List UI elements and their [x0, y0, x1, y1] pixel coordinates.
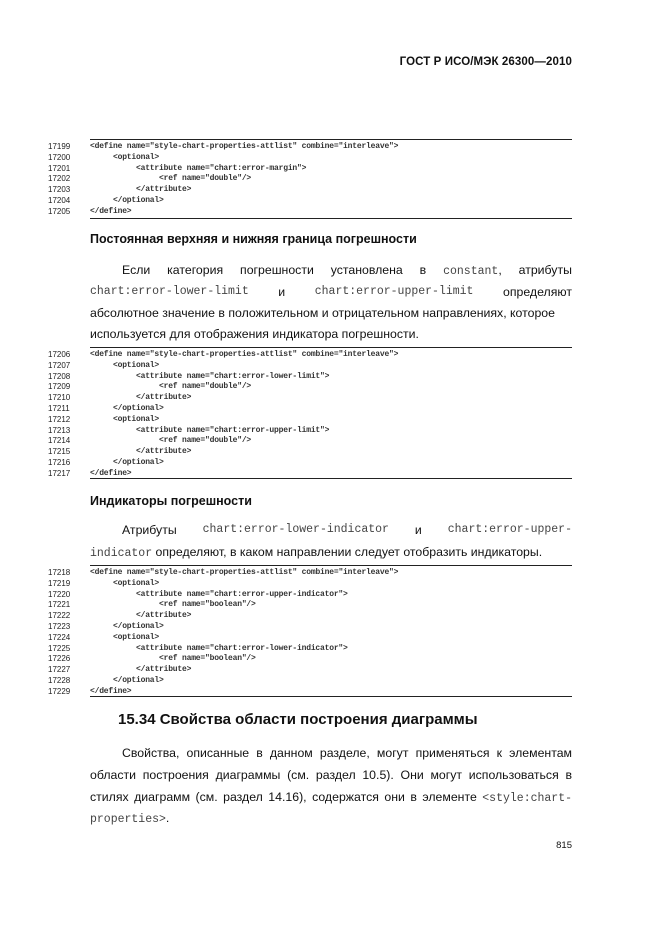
para1-word: погрешности: [240, 263, 314, 277]
para1-word: Если: [122, 263, 151, 277]
code-text: </attribute>: [136, 393, 192, 403]
line-number: 17226: [48, 654, 71, 664]
code-line: [48, 644, 572, 655]
paragraph-1-line-2: [90, 285, 572, 299]
code-line: [48, 579, 572, 590]
code-error-lower-indicator: chart:error-lower-indicator: [202, 523, 389, 536]
code-text: </define>: [90, 206, 132, 216]
code-line: [48, 207, 572, 218]
line-number: 17218: [48, 568, 71, 577]
code-block-2-top-rule: [90, 347, 572, 348]
line-number: 17215: [48, 447, 71, 457]
para1-word: атрибуты: [518, 263, 572, 277]
code-text: </attribute>: [136, 665, 192, 675]
code-line: [48, 153, 572, 164]
code-text: </define>: [90, 686, 132, 696]
line-number: 17213: [48, 425, 71, 435]
code-error-lower-limit: chart:error-lower-limit: [90, 285, 249, 298]
para1-word: в: [419, 263, 427, 277]
code-text: </attribute>: [136, 611, 192, 621]
line-number: 17207: [48, 360, 71, 370]
code-properties: properties>: [90, 813, 166, 826]
code-text: <attribute name="chart:error-lower-limit">: [136, 371, 330, 381]
line-number: 17208: [48, 371, 71, 381]
line-number: 17212: [48, 414, 71, 424]
code-text: <optional>: [113, 152, 160, 162]
para2-and: и: [414, 523, 422, 537]
code-text: <attribute name="chart:error-upper-indicator">: [136, 589, 348, 599]
code-line: [48, 426, 572, 437]
line-number: 17224: [48, 632, 71, 642]
code-line: [48, 633, 572, 644]
code-line: [48, 164, 572, 175]
code-line: [48, 458, 572, 469]
line-number: 17214: [48, 436, 71, 446]
code-error-upper-indicator-part: chart:error-upper-: [447, 523, 572, 536]
para2-rest: определяют, в каком направлении следует отобразить индикаторы.: [152, 545, 543, 559]
code-block-2: [48, 350, 572, 480]
code-line: [48, 382, 572, 393]
code-line: [48, 622, 572, 633]
code-line: [48, 665, 572, 676]
line-number: 17202: [48, 174, 71, 184]
paragraph-2-line-2: [90, 545, 572, 560]
line-number: 17199: [48, 142, 71, 151]
heading-error-indicators: Индикаторы погрешности: [90, 494, 252, 508]
code-text: </attribute>: [136, 185, 192, 195]
line-number: 17210: [48, 393, 71, 403]
code-text: <ref name="boolean"/>: [159, 654, 256, 664]
code-line: [48, 676, 572, 687]
code-error-upper-limit: chart:error-upper-limit: [314, 285, 474, 298]
heading-error-limits: Постоянная верхняя и нижняя граница погрешности: [90, 232, 417, 246]
code-line: [48, 393, 572, 404]
para1-comma: ,: [498, 263, 502, 277]
paragraph-1-line-4: используется для отображения индикатора погрешности.: [90, 327, 419, 341]
paragraph-1-line-3: абсолютное значение в положительном и отрицательном направлениях, которое: [90, 306, 555, 320]
code-text: <ref name="double"/>: [159, 436, 252, 446]
code-line: [48, 600, 572, 611]
code-text: <optional>: [113, 632, 160, 642]
code-line: [48, 568, 572, 579]
line-number: 17200: [48, 152, 71, 162]
code-line: [48, 590, 572, 601]
para3-text: стилях диаграмм (см. раздел 14.16), содержатся они в элементе: [90, 790, 483, 804]
para1-code-group: [443, 263, 502, 278]
code-block-1-bottom-rule: [90, 218, 572, 219]
code-text: <optional>: [113, 360, 160, 370]
para2-word: Атрибуты: [122, 523, 177, 537]
code-text: <attribute name="chart:error-margin">: [136, 163, 307, 173]
code-text: </optional>: [113, 621, 164, 631]
para3-text: области построения диаграммы (см. раздел 10.5). Они могут использоваться в: [90, 768, 572, 782]
para1-word: категория: [167, 263, 224, 277]
code-text: <ref name="double"/>: [159, 174, 252, 184]
code-line: [48, 611, 572, 622]
code-line: [48, 185, 572, 196]
para1-word: определяют: [503, 285, 572, 299]
code-text: <attribute name="chart:error-upper-limit">: [136, 425, 330, 435]
code-block-3: [48, 568, 572, 698]
code-line: [48, 447, 572, 458]
code-style-chart: <style:chart-: [482, 792, 572, 805]
para3-text: Свойства, описанные в данном разделе, могут применяться к элементам: [122, 746, 572, 760]
code-line: [48, 142, 572, 153]
code-line: [48, 372, 572, 383]
line-number: 17225: [48, 643, 71, 653]
line-number: 17203: [48, 185, 71, 195]
paragraph-3-line-2: [90, 768, 572, 782]
line-number: 17228: [48, 675, 71, 685]
line-number: 17205: [48, 206, 71, 216]
line-number: 17217: [48, 468, 71, 478]
page-number: 815: [556, 840, 572, 851]
code-text: </optional>: [113, 403, 164, 413]
para1-and: и: [278, 285, 286, 299]
code-indicator: indicator: [90, 547, 153, 560]
line-number: 17211: [48, 403, 70, 413]
line-number: 17223: [48, 621, 71, 631]
code-text: </define>: [90, 468, 132, 478]
line-number: 17222: [48, 611, 71, 621]
code-line: [48, 350, 572, 361]
code-text: </optional>: [113, 457, 164, 467]
paragraph-2-line-1: [90, 523, 572, 537]
code-line: [48, 654, 572, 665]
document-header: ГОСТ Р ИСО/МЭК 26300—2010: [399, 56, 572, 68]
code-text: </optional>: [113, 675, 164, 685]
code-line: [48, 404, 572, 415]
code-line: [48, 361, 572, 372]
line-number: 17220: [48, 589, 71, 599]
paragraph-3-line-3: [90, 790, 572, 805]
code-block-1-top-rule: [90, 139, 572, 140]
code-block-1: [48, 142, 572, 218]
code-block-3-top-rule: [90, 565, 572, 566]
code-text: <define name="style-chart-properties-attlist" combine="interleave">: [90, 142, 399, 151]
code-text: <define name="style-chart-properties-attlist" combine="interleave">: [90, 568, 399, 577]
code-text: <ref name="double"/>: [159, 382, 252, 392]
code-text: </attribute>: [136, 447, 192, 457]
section-title: 15.34 Свойства области построения диаграммы: [118, 711, 478, 728]
line-number: 17229: [48, 686, 71, 696]
para1-word: установлена: [330, 263, 403, 277]
paragraph-3-line-1: [90, 746, 572, 760]
line-number: 17227: [48, 665, 71, 675]
code-constant: constant: [443, 265, 499, 278]
line-number: 17216: [48, 457, 71, 467]
code-block-2-bottom-rule: [90, 478, 572, 479]
code-text: <ref name="boolean"/>: [159, 600, 256, 610]
line-number: 17209: [48, 382, 71, 392]
code-line: [48, 174, 572, 185]
code-text: <optional>: [113, 414, 160, 424]
code-text: </optional>: [113, 195, 164, 205]
code-text: <optional>: [113, 578, 160, 588]
code-line: [48, 436, 572, 447]
line-number: 17206: [48, 350, 71, 359]
code-line: [48, 415, 572, 426]
code-line: [48, 196, 572, 207]
line-number: 17219: [48, 578, 71, 588]
line-number: 17201: [48, 163, 71, 173]
para3-period: .: [165, 811, 170, 825]
code-block-3-bottom-rule: [90, 696, 572, 697]
code-text: <define name="style-chart-properties-attlist" combine="interleave">: [90, 350, 399, 359]
line-number: 17221: [48, 600, 71, 610]
line-number: 17204: [48, 195, 71, 205]
code-text: <attribute name="chart:error-lower-indicator">: [136, 643, 348, 653]
paragraph-1-line-1: [90, 263, 572, 278]
paragraph-3-line-4: [90, 811, 572, 826]
